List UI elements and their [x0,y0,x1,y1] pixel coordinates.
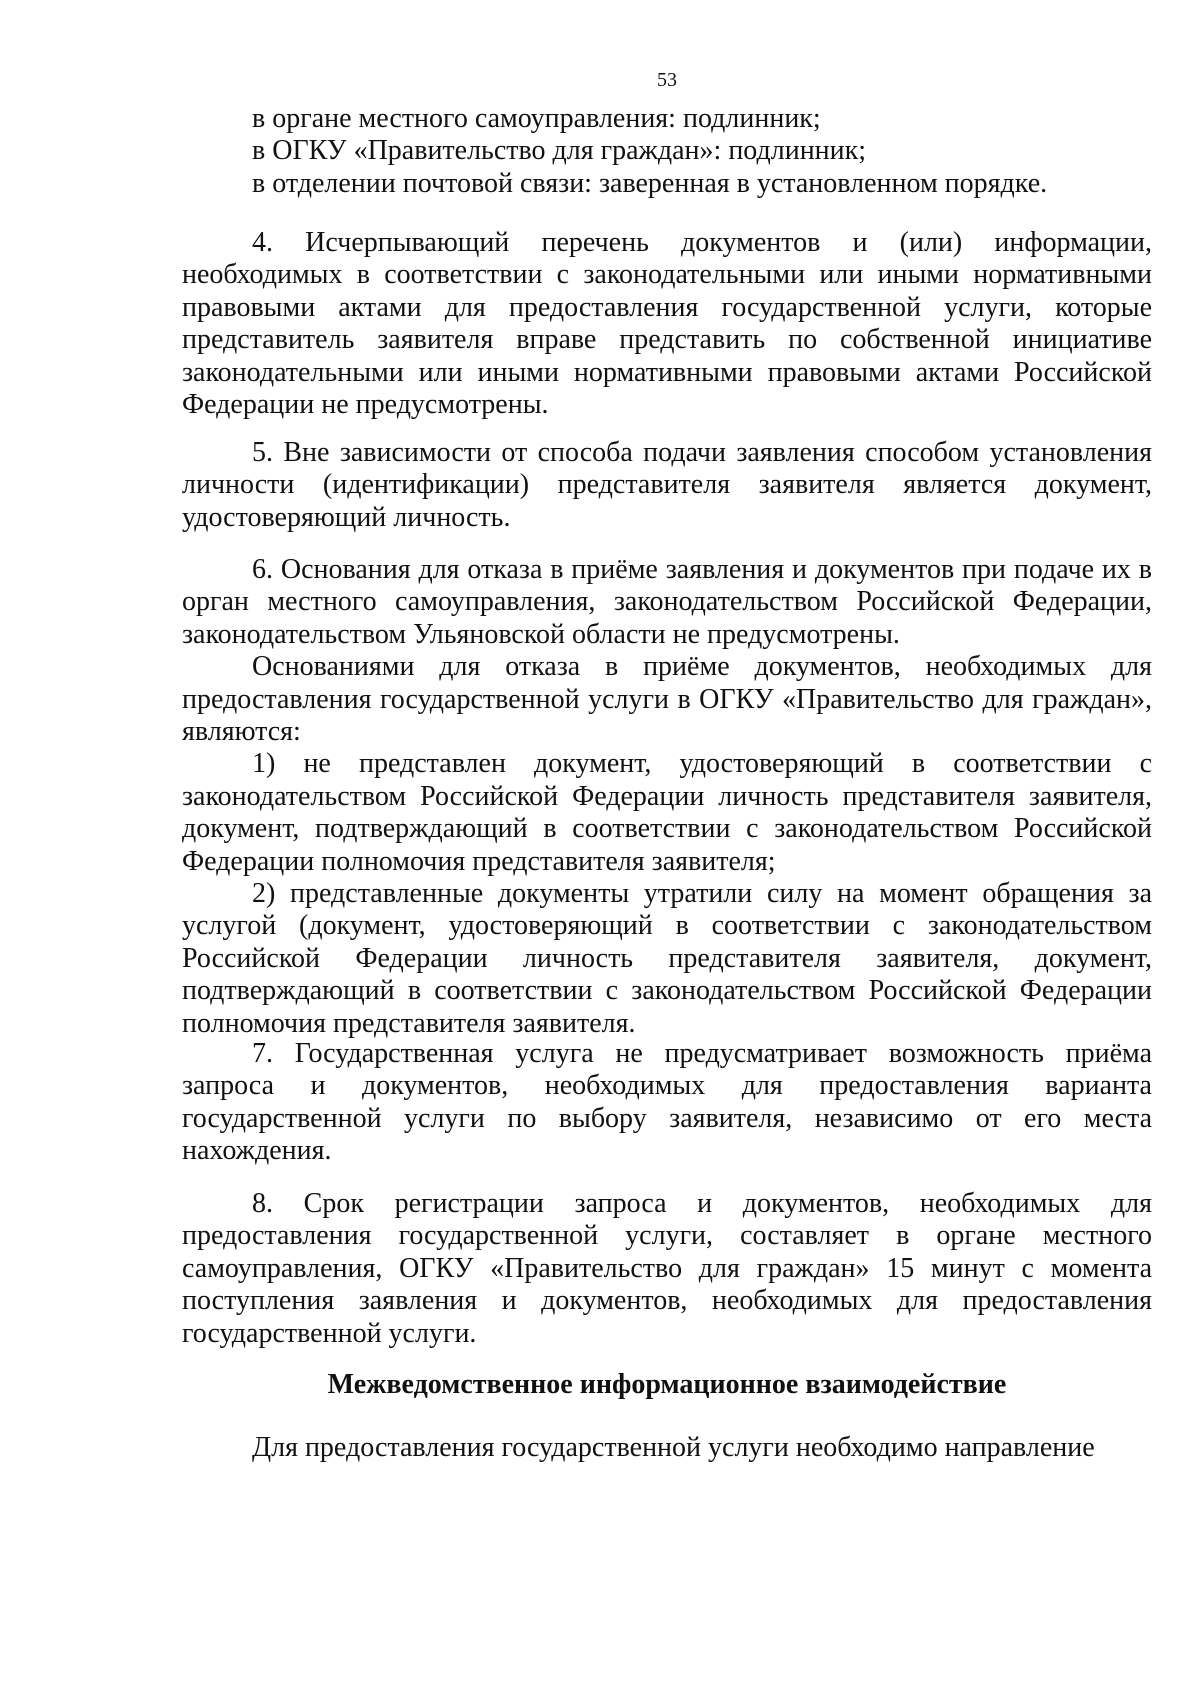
section-4 [182,227,1152,421]
section-7-paragraph: 7. Государственная услуга не предусматривает возможность приёма запроса и документов, необходимых для предоставления варианта государственной услуги по выбору заявителя, независимо от его места нахождения. [182,1038,1152,1167]
section-6 [182,554,1152,1040]
section-6-paragraph-1: 6. Основания для отказа в приёме заявления и документов при подаче их в орган местного самоуправления, законодательством Российской Федерации, законодательством Ульяновской области не предусмотрены. [182,554,1152,650]
page-number: 53 [657,69,677,91]
section-7 [182,1038,1152,1168]
section-6-item-1: 1) не представлен документ, удостоверяющий в соответствии с законодательством Российской Федерации личность представителя заявителя, документ, подтверждающий в соответствии с законодательством Российской Федерации полномочия представителя заявителя; [182,748,1152,877]
section-5-paragraph: 5. Вне зависимости от способа подачи заявления способом установления личности (идентификации) представителя заявителя является документ, удостоверяющий личность. [182,437,1152,533]
intro-line-3: в отделении почтовой связи: заверенная в установленном порядке. [252,167,1048,199]
section-heading: Межведомственное информационное взаимодействие [327,1369,1007,1400]
section-5 [182,437,1152,534]
closing-line: Для предоставления государственной услуги необходимо направление [252,1432,1095,1463]
intro-line-1: в органе местного самоуправления: подлинник; [252,103,821,134]
section-6-item-2: 2) представленные документы утратили силу на момент обращения за услугой (документ, удостоверяющий в соответствии с законодательством Российской Федерации личность представителя заявителя, документ, подтверждающий в соответствии с законодательством Российской Федерации полномочия представителя заявителя. [182,878,1152,1039]
closing-block [182,1432,1152,1464]
section-8 [182,1188,1152,1350]
section-8-paragraph: 8. Срок регистрации запроса и документов, необходимых для предоставления государственной услуги, составляет в органе местного самоуправления, ОГКУ «Правительство для граждан» 15 минут с момента поступления заявления и документов, необходимых для предоставления государственной услуги. [182,1188,1152,1349]
intro-line-2: в ОГКУ «Правительство для граждан»: подлинник; [252,135,867,167]
section-4-paragraph: 4. Исчерпывающий перечень документов и (или) информации, необходимых в соответствии с законодательными или иными нормативными правовыми актами для предоставления государственной услуги, которые представитель заявителя вправе представить по собственной инициативе законодательными или иными нормативными правовыми актами Российской Федерации не предусмотрены. [182,227,1152,421]
intro-block [182,103,1152,200]
section-6-paragraph-2: Основаниями для отказа в приёме документов, необходимых для предоставления государственной услуги в ОГКУ «Правительство для граждан», являются: [182,651,1152,748]
